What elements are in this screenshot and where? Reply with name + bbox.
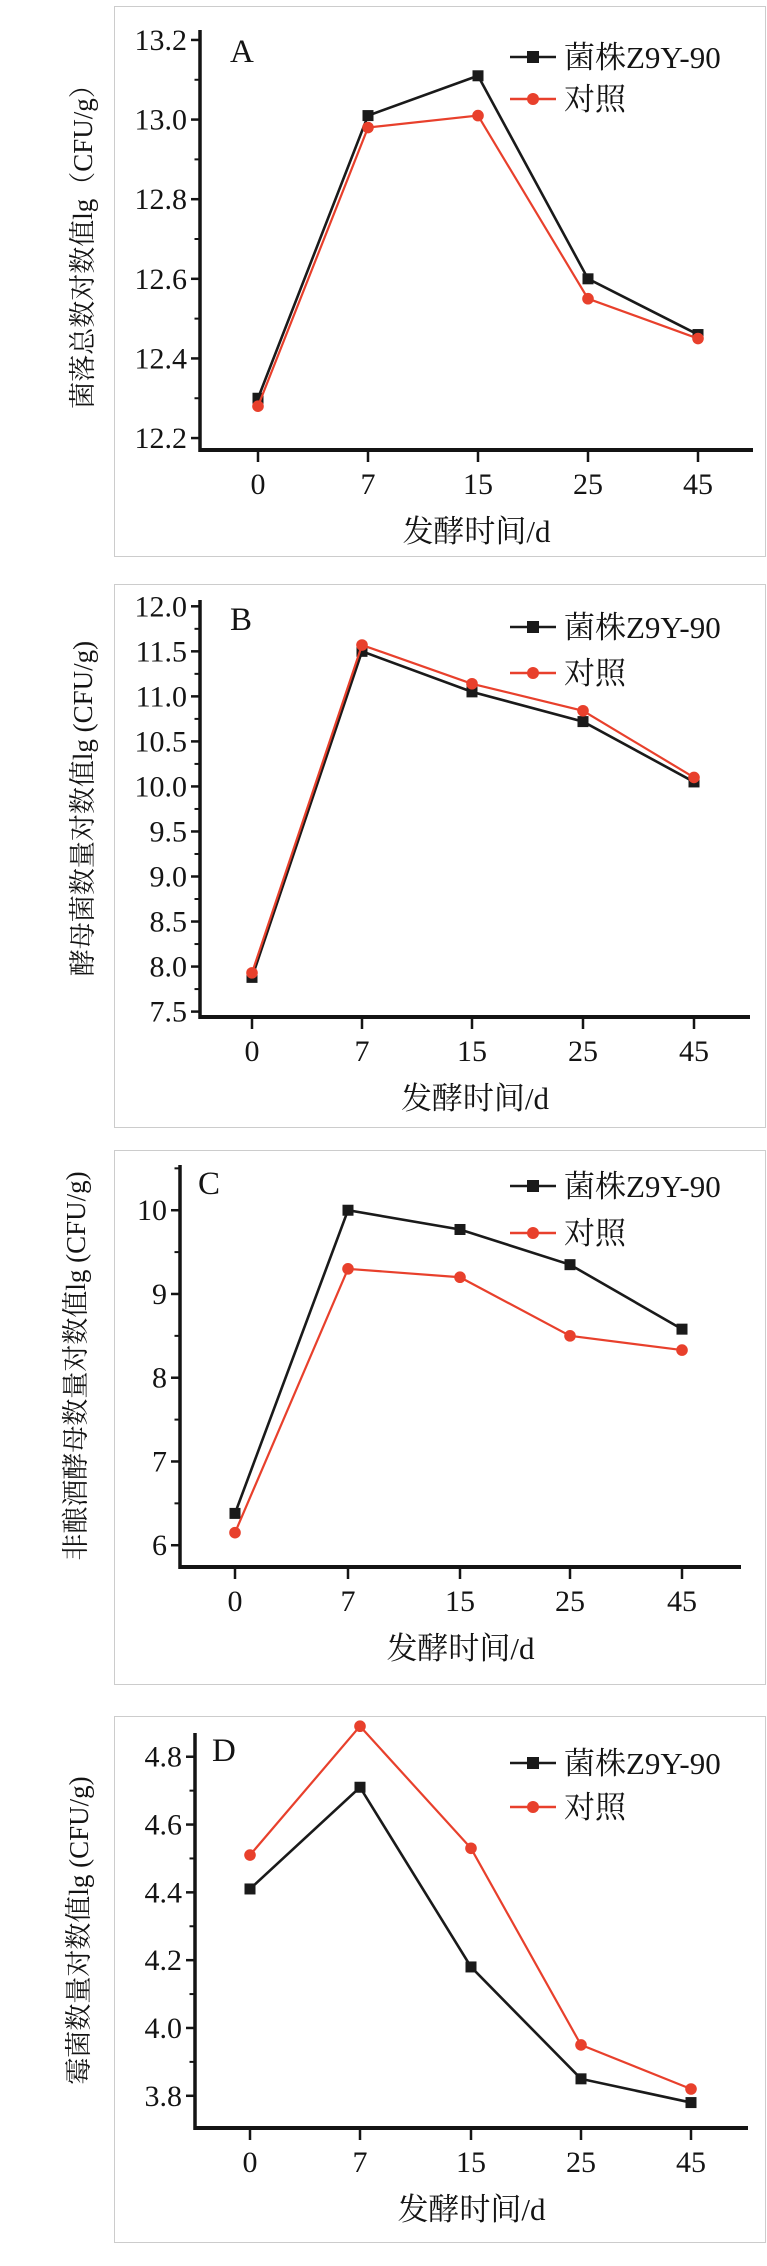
data-point-square: [677, 1324, 688, 1335]
data-point-circle: [472, 110, 484, 122]
data-point-square: [576, 2073, 587, 2084]
data-point-circle: [577, 705, 589, 717]
data-point-circle: [676, 1344, 688, 1356]
x-tick-label: 15: [456, 2146, 486, 2179]
y-tick-label: 11.0: [135, 680, 187, 714]
data-point-circle: [688, 772, 700, 784]
x-axis-title: 发酵时间/d: [402, 514, 551, 549]
data-point-circle: [244, 1849, 256, 1861]
legend-circle-marker: [527, 93, 539, 105]
x-tick-label: 15: [463, 468, 493, 501]
y-tick-label: 12.4: [134, 342, 187, 376]
x-tick-label: 45: [676, 2146, 706, 2179]
data-point-circle: [454, 1271, 466, 1283]
data-point-circle: [685, 2083, 697, 2095]
data-point-circle: [362, 122, 374, 134]
x-tick-label: 7: [354, 1035, 370, 1068]
y-axis-title: 霉菌数量对数值lg (CFU/g): [64, 1776, 94, 2085]
legend-label: 菌株Z9Y-90: [564, 1746, 721, 1781]
legend-label: 菌株Z9Y-90: [564, 610, 721, 645]
data-point-circle: [246, 967, 258, 979]
panel-letter: A: [230, 34, 254, 70]
legend-circle-marker: [527, 1227, 539, 1239]
data-point-circle: [465, 1842, 477, 1854]
panel-letter: C: [198, 1166, 221, 1202]
x-tick-label: 0: [250, 468, 266, 501]
data-point-circle: [582, 293, 594, 305]
y-tick-label: 4.6: [144, 1808, 182, 1842]
data-point-circle: [342, 1263, 354, 1275]
panel-letter: B: [230, 602, 253, 638]
x-tick-label: 7: [340, 1585, 356, 1618]
y-tick-label: 8: [152, 1361, 167, 1395]
data-point-square: [473, 70, 484, 81]
legend-label: 菌株Z9Y-90: [564, 40, 721, 75]
data-point-circle: [466, 678, 478, 690]
data-point-circle: [692, 333, 704, 345]
y-tick-label: 8.0: [149, 950, 187, 984]
y-tick-label: 9.0: [149, 860, 187, 894]
x-tick-label: 25: [566, 2146, 596, 2179]
y-tick-label: 10.0: [134, 770, 187, 804]
panel-frame: [115, 585, 766, 1128]
legend-square-marker: [527, 1757, 539, 1769]
y-tick-label: 9.5: [149, 815, 187, 849]
data-point-circle: [575, 2039, 587, 2051]
x-tick-label: 0: [242, 2146, 258, 2179]
x-tick-label: 15: [445, 1585, 475, 1618]
legend-label: 对照: [564, 82, 626, 117]
legend-square-marker: [527, 621, 539, 633]
panel-letter: D: [212, 1733, 236, 1769]
x-tick-label: 45: [679, 1035, 709, 1068]
legend-label: 对照: [564, 656, 626, 691]
y-axis-title: 酵母菌数量对数值lg (CFU/g): [68, 640, 98, 977]
y-tick-label: 4.0: [144, 2011, 182, 2045]
x-tick-label: 45: [683, 468, 713, 501]
x-tick-label: 25: [573, 468, 603, 501]
data-point-square: [455, 1224, 466, 1235]
legend-label: 菌株Z9Y-90: [564, 1169, 721, 1204]
y-tick-label: 10: [137, 1194, 167, 1228]
x-tick-label: 7: [360, 468, 376, 501]
y-tick-label: 6: [152, 1529, 167, 1563]
y-tick-label: 8.5: [149, 905, 187, 939]
data-point-square: [343, 1205, 354, 1216]
data-point-circle: [252, 400, 264, 412]
legend-square-marker: [527, 1180, 539, 1192]
panel-frame: [115, 1717, 766, 2243]
y-tick-label: 10.5: [134, 725, 187, 759]
chart-panel-b: [68, 585, 766, 1128]
x-tick-label: 0: [227, 1585, 243, 1618]
y-tick-label: 12.6: [134, 262, 187, 296]
y-tick-label: 7.5: [149, 995, 187, 1029]
y-tick-label: 12.2: [134, 422, 187, 456]
y-tick-label: 9: [152, 1277, 167, 1311]
legend-circle-marker: [527, 1801, 539, 1813]
y-tick-label: 4.2: [144, 1944, 182, 1978]
y-axis-title: 非酿酒酵母数量对数值lg (CFU/g): [61, 1171, 91, 1561]
y-axis-title: 菌落总数对数值lg（CFU/g）: [68, 71, 98, 409]
y-tick-label: 7: [152, 1445, 167, 1479]
legend-square-marker: [527, 51, 539, 63]
data-point-circle: [229, 1527, 241, 1539]
legend-label: 对照: [564, 1216, 626, 1251]
data-point-square: [578, 716, 589, 727]
data-point-circle: [354, 1720, 366, 1732]
data-point-square: [230, 1508, 241, 1519]
x-tick-label: 0: [244, 1035, 260, 1068]
legend-label: 对照: [564, 1790, 626, 1825]
x-tick-label: 15: [457, 1035, 487, 1068]
legend-circle-marker: [527, 667, 539, 679]
y-tick-label: 13.2: [134, 23, 187, 57]
y-tick-label: 3.8: [144, 2079, 182, 2113]
x-axis-title: 发酵时间/d: [386, 1631, 535, 1666]
data-point-square: [565, 1259, 576, 1270]
data-point-square: [363, 110, 374, 121]
y-tick-label: 11.5: [135, 635, 187, 669]
data-point-square: [245, 1883, 256, 1894]
chart-panel-d: [64, 1717, 766, 2243]
x-tick-label: 25: [555, 1585, 585, 1618]
chart-panel-a: [68, 7, 766, 557]
y-tick-label: 13.0: [134, 103, 187, 137]
x-tick-label: 7: [352, 2146, 368, 2179]
x-tick-label: 45: [667, 1585, 697, 1618]
data-point-circle: [564, 1330, 576, 1342]
x-axis-title: 发酵时间/d: [397, 2192, 546, 2227]
x-tick-label: 25: [568, 1035, 598, 1068]
y-tick-label: 12.8: [134, 183, 187, 217]
chart-panel-c: [61, 1151, 766, 1685]
y-tick-label: 4.8: [144, 1740, 182, 1774]
data-point-square: [583, 273, 594, 284]
data-point-square: [355, 1782, 366, 1793]
data-point-square: [686, 2097, 697, 2108]
data-point-square: [466, 1961, 477, 1972]
y-tick-label: 4.4: [144, 1876, 182, 1910]
data-point-circle: [356, 639, 368, 651]
x-axis-title: 发酵时间/d: [400, 1081, 550, 1116]
y-tick-label: 12.0: [134, 590, 187, 624]
